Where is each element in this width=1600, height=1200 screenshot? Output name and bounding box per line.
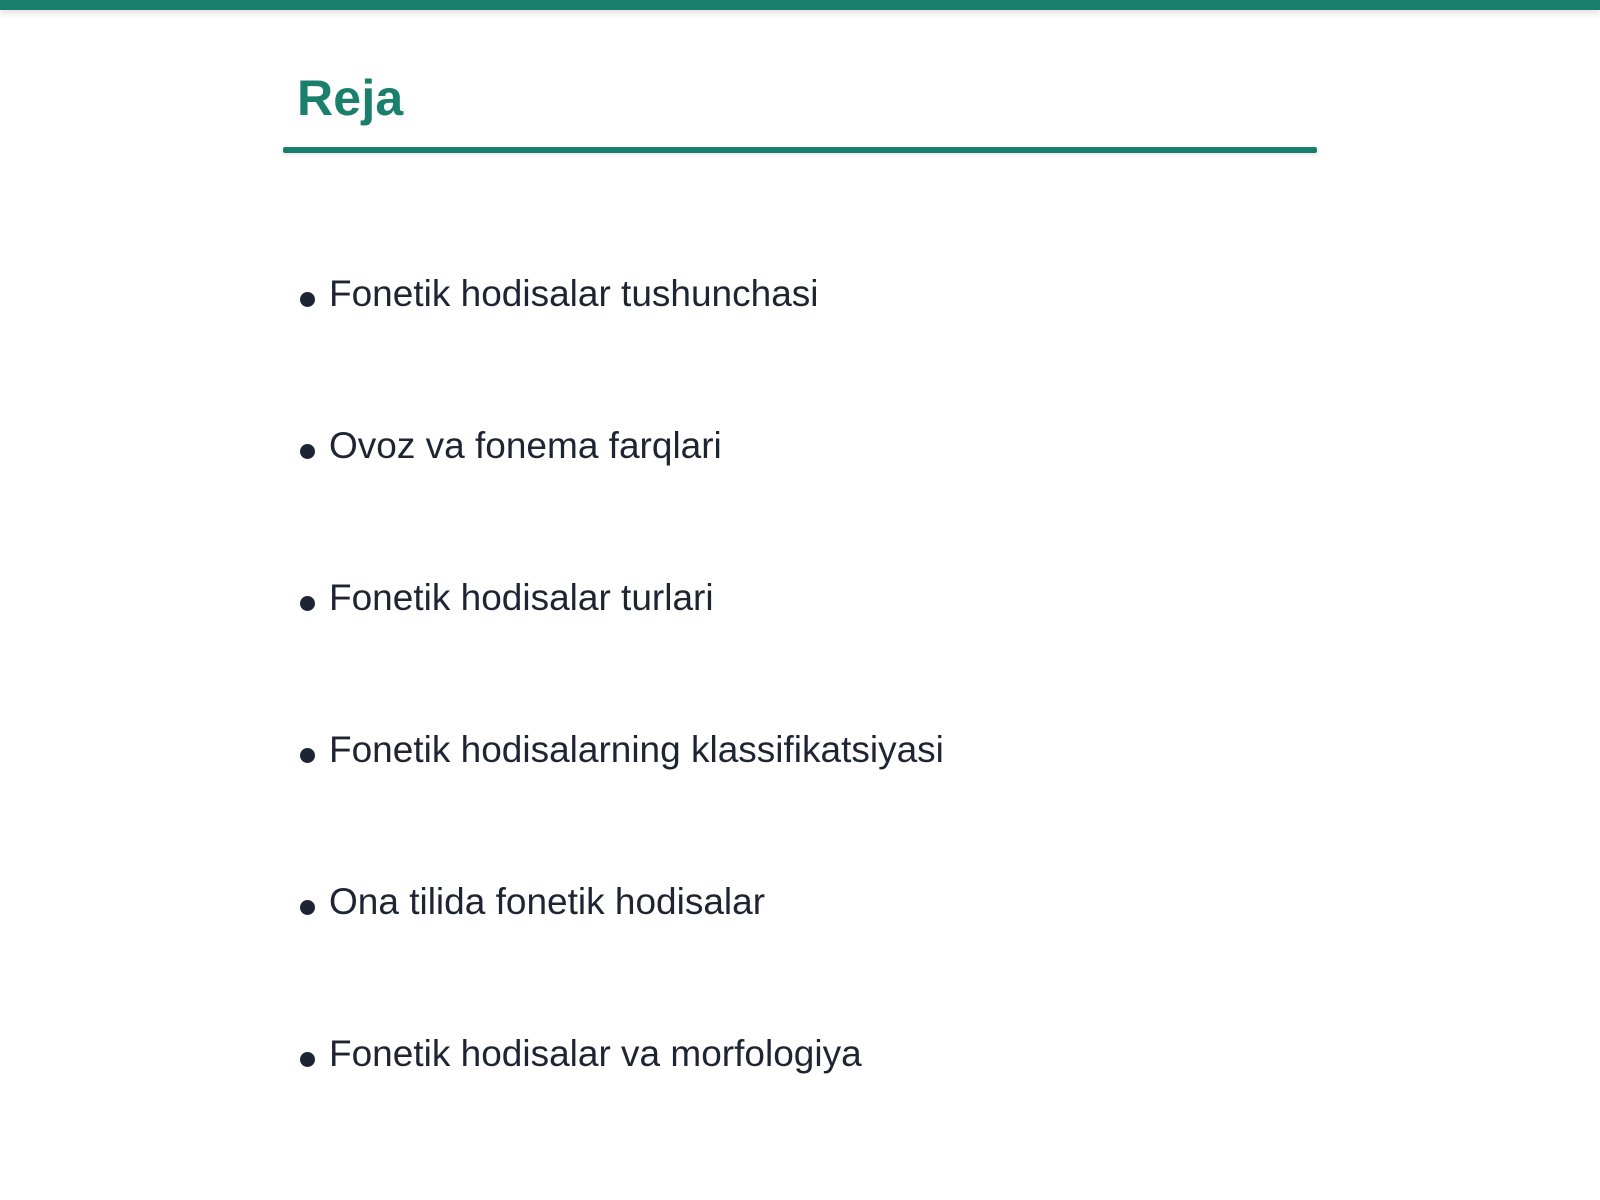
list-item (300, 728, 1300, 880)
list-item (300, 576, 1300, 728)
list-item-text: Fonetik hodisalar va morfologiya (329, 1033, 862, 1074)
list-item-text: Ona tilida fonetik hodisalar (329, 881, 766, 922)
bullet-icon (300, 292, 315, 307)
list-item (300, 880, 1300, 1032)
list-item (300, 272, 1300, 424)
bullet-icon (300, 1052, 315, 1067)
list-item (300, 1032, 1300, 1184)
list-item (300, 424, 1300, 576)
bullet-icon (300, 748, 315, 763)
bullet-icon (300, 596, 315, 611)
list-item-text: Fonetik hodisalarning klassifikatsiyasi (329, 729, 944, 770)
list-item-text: Ovoz va fonema farqlari (329, 425, 722, 466)
bullet-icon (300, 444, 315, 459)
list-item-text: Fonetik hodisalar tushunchasi (329, 273, 819, 314)
list-item-text: Fonetik hodisalar turlari (329, 577, 714, 618)
bullet-list (300, 272, 1300, 1184)
bullet-icon (300, 900, 315, 915)
title-underline (283, 147, 1317, 153)
slide-title: Reja (297, 70, 404, 126)
